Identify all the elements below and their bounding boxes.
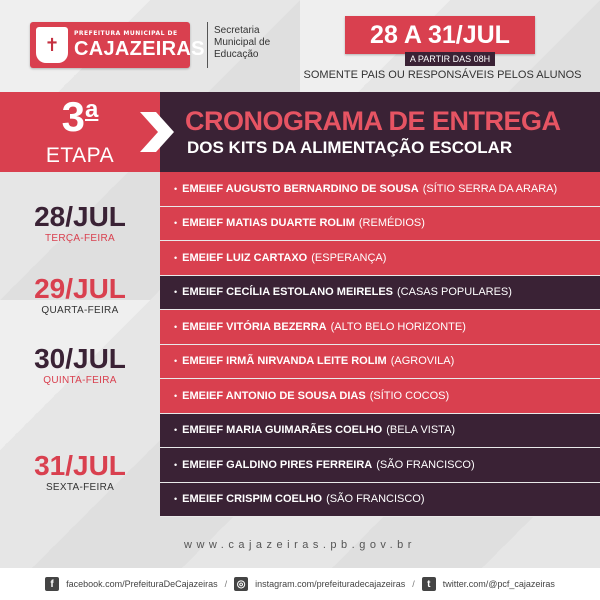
bullet-icon: • [174, 183, 178, 194]
bullet-icon: • [174, 252, 178, 263]
crest-icon: ✝ [36, 27, 68, 63]
school-name: EMEIEF MARIA GUIMARÃES COELHO [182, 424, 383, 437]
list-item [160, 414, 600, 449]
school-location: (ESPERANÇA) [311, 251, 387, 264]
bullet-icon: • [174, 321, 178, 332]
secretaria-line-3: Educação [214, 49, 259, 60]
day-weekday: QUARTA-FEIRA [41, 305, 119, 316]
day-label-29 [20, 275, 140, 316]
schools-list [160, 172, 600, 517]
school-name: EMEIEF IRMÃ NIRVANDA LEITE ROLIM [182, 355, 387, 368]
secretaria-label [214, 25, 294, 61]
footer-social-bar [0, 568, 600, 600]
bullet-icon: • [174, 390, 178, 401]
school-location: (BELA VISTA) [386, 424, 456, 437]
school-location: (SÃO FRANCISCO) [326, 493, 425, 506]
list-item [160, 207, 600, 242]
bullet-icon: • [174, 494, 178, 505]
instagram-icon: ◎ [234, 577, 248, 591]
day-date: 28/JUL [34, 201, 126, 232]
day-date: 31/JUL [34, 450, 126, 481]
twitter-icon: t [422, 577, 436, 591]
day-weekday: TERÇA-FEIRA [45, 233, 115, 244]
school-location: (AGROVILA) [390, 355, 455, 368]
website-link[interactable]: www.cajazeiras.pb.gov.br [184, 539, 416, 551]
day-date: 30/JUL [34, 343, 126, 374]
facebook-link[interactable]: facebook.com/PrefeituraDeCajazeiras [66, 579, 218, 589]
instagram-link[interactable]: instagram.com/prefeituradecajazeiras [255, 579, 406, 589]
bullet-icon: • [174, 425, 178, 436]
list-item [160, 379, 600, 414]
separator: / [224, 579, 228, 589]
school-location: (REMÉDIOS) [358, 217, 425, 230]
stage-ordinal: a [85, 96, 99, 123]
school-name: EMEIEF MATIAS DUARTE ROLIM [182, 217, 355, 230]
twitter-link[interactable]: twitter.com/@pcf_cajazeiras [442, 579, 555, 589]
list-item [160, 310, 600, 345]
school-location: (SÃO FRANCISCO) [376, 458, 475, 471]
list-item [160, 448, 600, 483]
list-item [160, 276, 600, 311]
logo-divider [207, 22, 208, 68]
date-range-badge: 28 A 31/JUL [345, 16, 535, 54]
school-location: (ALTO BELO HORIZONTE) [330, 320, 466, 333]
day-date: 29/JUL [34, 273, 126, 304]
page-title: CRONOGRAMA DE ENTREGA [185, 106, 561, 136]
notice-text: SOMENTE PAIS OU RESPONSÁVEIS PELOS ALUNOS [303, 69, 582, 81]
separator: / [412, 579, 415, 589]
bullet-icon: • [174, 287, 178, 298]
school-name: EMEIEF GALDINO PIRES FERREIRA [182, 458, 373, 471]
school-name: EMEIEF LUIZ CARTAXO [182, 251, 308, 264]
school-name: EMEIEF ANTONIO DE SOUSA DIAS [182, 389, 366, 402]
secretaria-line-2: Municipal de [214, 37, 271, 48]
facebook-icon: f [45, 577, 59, 591]
day-label-30 [20, 345, 140, 386]
school-location: (SÍTIO COCOS) [369, 389, 450, 402]
header [0, 0, 600, 92]
chevron-right-icon [136, 110, 176, 154]
school-location: (CASAS POPULARES) [397, 286, 512, 299]
school-name: EMEIEF CECÍLIA ESTOLANO MEIRELES [182, 286, 394, 299]
bullet-icon: • [174, 356, 178, 367]
list-item [160, 483, 600, 518]
list-item [160, 172, 600, 207]
stage-number-digit: 3 [61, 93, 85, 140]
bullet-icon: • [174, 218, 178, 229]
school-name: EMEIEF AUGUSTO BERNARDINO DE SOUSA [182, 182, 419, 195]
stage-label: ETAPA [45, 144, 115, 167]
bullet-icon: • [174, 459, 178, 470]
secretaria-line-1: Secretaria [214, 25, 260, 36]
prefeitura-logo[interactable] [30, 22, 205, 68]
logo-big-text: CAJAZEIRAS [74, 38, 205, 60]
school-name: EMEIEF VITÓRIA BEZERRA [182, 320, 327, 333]
day-label-31 [20, 452, 140, 493]
day-label-28 [20, 203, 140, 244]
school-name: EMEIEF CRISPIM COELHO [182, 493, 323, 506]
day-weekday: QUINTA-FEIRA [43, 375, 117, 386]
list-item [160, 241, 600, 276]
school-location: (SÍTIO SERRA DA ARARA) [422, 182, 558, 195]
page-subtitle: DOS KITS DA ALIMENTAÇÃO ESCOLAR [187, 138, 513, 157]
logo-small-text: PREFEITURA MUNICIPAL DE [74, 30, 178, 37]
time-badge: A PARTIR DAS 08H [405, 52, 495, 66]
logo-text [74, 31, 205, 59]
day-weekday: SEXTA-FEIRA [45, 482, 115, 493]
list-item [160, 345, 600, 380]
